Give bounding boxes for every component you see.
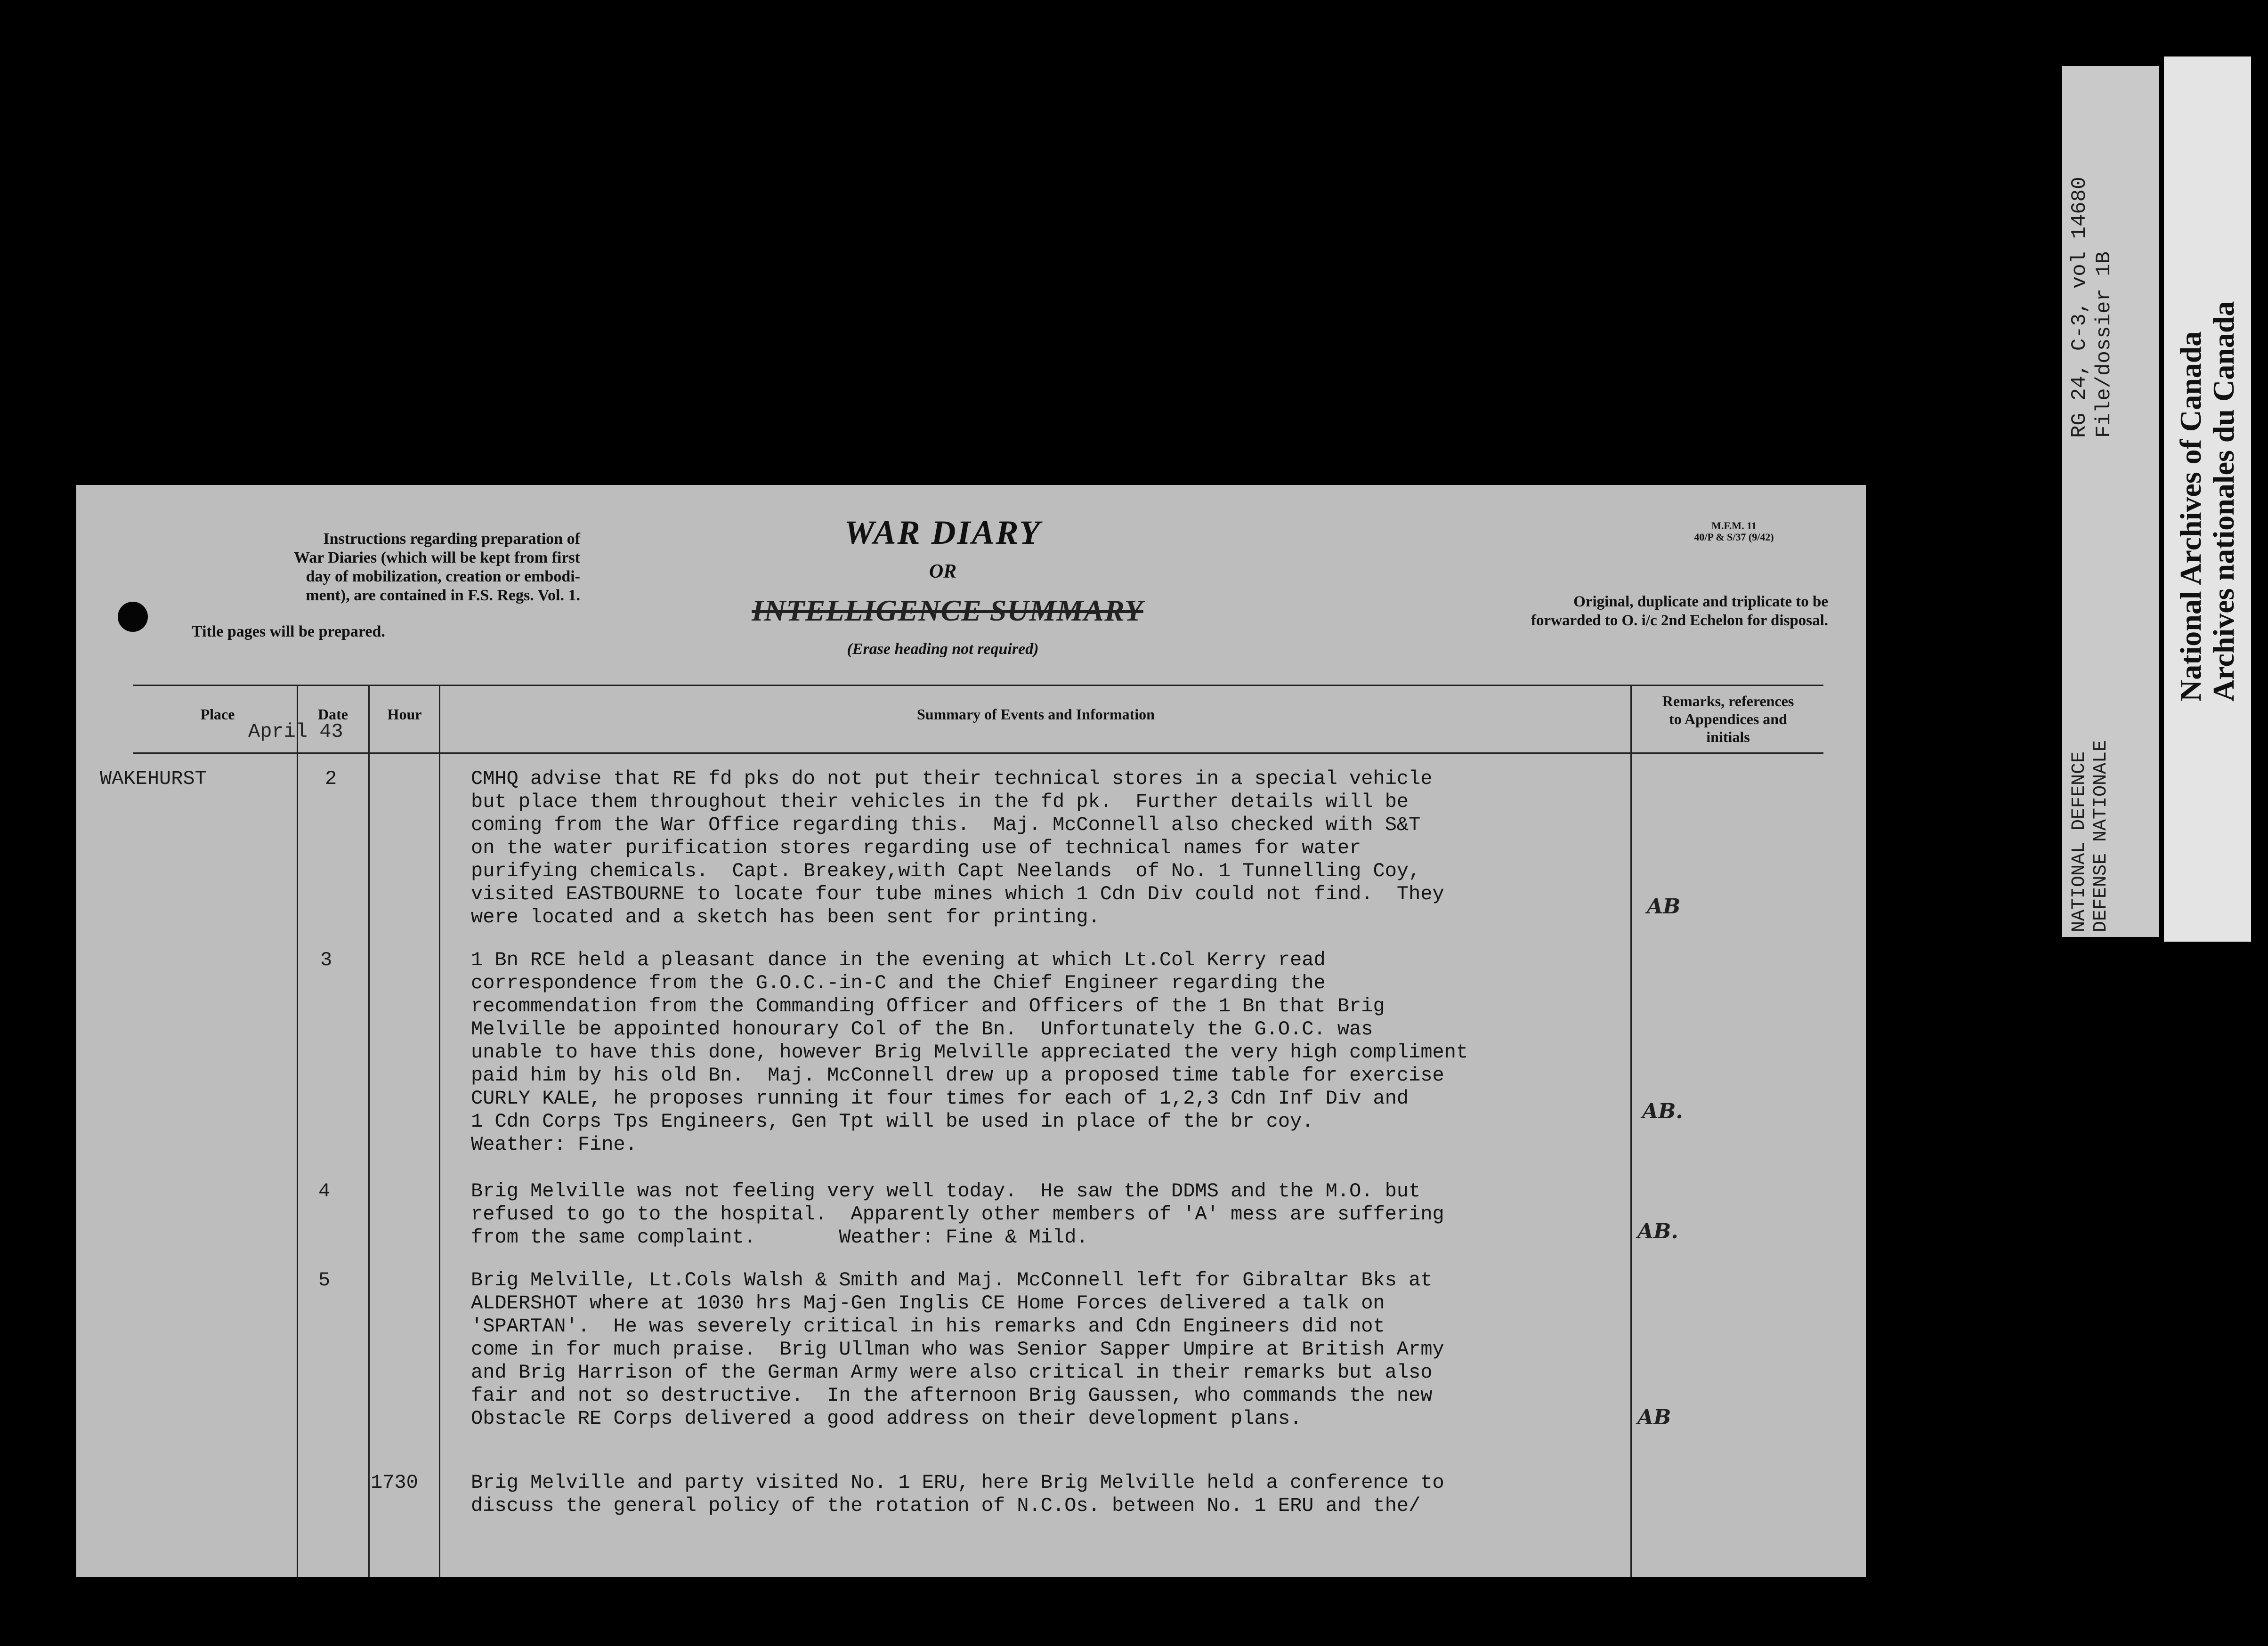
instructions-line: day of mobilization, creation or embodi- xyxy=(306,568,580,585)
form-title: WAR DIARY xyxy=(844,514,1042,551)
diary-entry: Brig Melville and party visited No. 1 ERU, here Brig Melville held a conference to discuss the general policy of the rotation of N.C.Os. between No. 1 ERU and the/ xyxy=(471,1471,1444,1517)
header-hour: Hour xyxy=(387,706,422,723)
instructions-block xyxy=(133,530,580,605)
diary-entry: 1 Bn RCE held a pleasant dance in the evening at which Lt.Col Kerry read correspondence from the G.O.C.-in-C and the Chief Engineer regarding the recommendation from the Commanding Officer and Officers of the 1 Bn that Brig Melville be appointed honourary Col of the Bn. Unfortunately the G.O.C. was unable to have this done, however Brig Melville appreciated the very high compliment paid him by his old Bn. Maj. McConnell drew up a proposed time table for exercise CURLY KALE, he proposes running it four times for each of 1,2,3 Cdn Inf Div and 1 Cdn Corps Tps Engineers, Gen Tpt will be used in place of the br coy. Weather: Fine. xyxy=(471,949,1468,1156)
table-header-rule xyxy=(133,752,1823,754)
institution-line: Archives nationales du Canada xyxy=(2207,301,2240,702)
archive-reference-line: RG 24, C-3, vol 14680 xyxy=(2068,177,2091,438)
initials: AB. xyxy=(1642,1099,1683,1123)
initials: AB xyxy=(1647,895,1681,919)
date-cell: 5 xyxy=(318,1269,331,1291)
archive-label xyxy=(2164,56,2251,942)
header-remarks-line: initials xyxy=(1706,728,1750,745)
instructions-line: Instructions regarding preparation of xyxy=(323,530,580,548)
department-line: DEFENSE NATIONALE xyxy=(2090,740,2112,932)
archive-reference-strip xyxy=(2062,66,2159,937)
disposal-note xyxy=(1409,592,1828,630)
struck-heading: INTELLIGENCE SUMMARY xyxy=(752,594,1143,627)
war-diary-sheet xyxy=(76,485,1866,1577)
column-divider xyxy=(297,685,298,1577)
header-summary: Summary of Events and Information xyxy=(917,706,1155,723)
department-line: NATIONAL DEFENCE xyxy=(2069,751,2090,932)
place-cell: WAKEHURST xyxy=(100,767,207,790)
form-code-line: 40/P & S/37 (9/42) xyxy=(1694,531,1774,543)
initials: AB. xyxy=(1637,1219,1678,1243)
department-stamp xyxy=(2069,740,2112,932)
date-cell: 4 xyxy=(318,1180,331,1202)
column-divider xyxy=(368,685,370,1577)
month-label: April 43 xyxy=(248,720,343,743)
header-remarks xyxy=(1633,692,1823,746)
instructions-line: ment), are contained in F.S. Regs. Vol. 1. xyxy=(306,587,580,604)
form-code xyxy=(1640,520,1828,543)
form-or: OR xyxy=(929,561,957,582)
diary-entry: Brig Melville, Lt.Cols Walsh & Smith and Maj. McConnell left for Gibraltar Bks at ALDERSHOT where at 1030 hrs Maj-Gen Inglis CE Home Forces delivered a talk on 'SPARTAN'. He was severely critical in his remarks and Cdn Engineers did not come in for much praise. Brig Ullman who was Senior Sapper Umpire at British Army and Brig Harrison of the German Army were also critical in their remarks but also fair and not so destructive. In the afternoon Brig Gaussen, who commands the new Obstacle RE Corps delivered a good address on their development plans. xyxy=(471,1269,1444,1430)
instructions-line: War Diaries (which will be kept from first xyxy=(294,549,580,566)
table-top-rule xyxy=(133,685,1823,686)
disposal-note-line: forwarded to O. i/c 2nd Echelon for disposal. xyxy=(1531,612,1828,629)
header-date: Date xyxy=(318,706,348,723)
header-place: Place xyxy=(200,706,235,723)
date-cell: 3 xyxy=(320,949,332,971)
archive-institution xyxy=(2174,301,2240,702)
initials: AB xyxy=(1637,1405,1671,1429)
column-divider xyxy=(439,685,440,1577)
punch-hole xyxy=(118,602,148,632)
header-remarks-line: to Appendices and xyxy=(1669,710,1787,727)
header-remarks-line: Remarks, references xyxy=(1662,693,1794,710)
form-code-line: M.F.M. 11 xyxy=(1711,520,1757,532)
diary-entry: CMHQ advise that RE fd pks do not put their technical stores in a special vehicle but place them throughout their vehicles in the fd pk. Further details will be coming from the War Office regarding this. Maj. McConnell also checked with S&T on the water purification stores regarding use of technical names for water purifying chemicals. Capt. Breakey,with Capt Neelands of No. 1 Tunnelling Coy, visited EASTBOURNE to locate four tube mines which 1 Cdn Div could not find. They were located and a sketch has been sent for printing. xyxy=(471,767,1444,928)
title-pages-note: Title pages will be prepared. xyxy=(192,623,385,640)
diary-entry: Brig Melville was not feeling very well today. He saw the DDMS and the M.O. but refused to go to the hospital. Apparently other members of 'A' mess are suffering from the same complaint. Weather: Fine & Mild. xyxy=(471,1180,1444,1249)
archive-reference-line: File/dossier 1B xyxy=(2092,251,2116,438)
archive-reference xyxy=(2067,177,2116,438)
institution-line: National Archives of Canada xyxy=(2174,331,2207,702)
erase-note: (Erase heading not required) xyxy=(847,640,1039,658)
date-cell: 2 xyxy=(325,767,337,790)
hour-cell: 1730 xyxy=(371,1471,418,1494)
disposal-note-line: Original, duplicate and triplicate to be xyxy=(1573,593,1828,610)
